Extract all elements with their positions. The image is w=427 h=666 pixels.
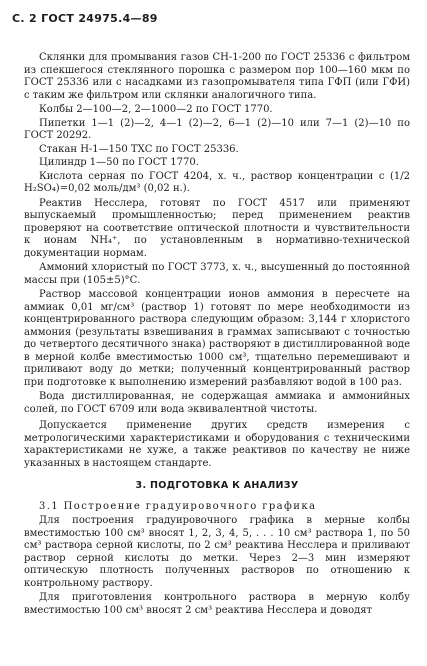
- paragraph: Стакан Н-1—150 ТХС по ГОСТ 25336.: [39, 143, 239, 155]
- paragraph: Пипетки 1—1 (2)—2, 4—1 (2)—2, 6—1 (2)—10 или 7—1 (2)—10 по ГОСТ 20292.: [24, 117, 410, 141]
- page-header: С. 2 ГОСТ 24975.4—89: [12, 12, 158, 25]
- paragraph: Вода дистиллированная, не содержащая аммиака и аммонийных солей, по ГОСТ 6709 или вода эквивалентной чистоты.: [24, 391, 410, 415]
- paragraph: Для построения градуировочного графика в мерные колбы вместимостью 100 см³ вносят 1, 2, 3, 4, 5, . . . 10 см³ раствора 1, по 50 см³ раствора серной кислоты, по 2 см³ реактива Несслера и приливают раствор серной кислоты до метки. Через 2—3 мин измеряют оптическую плотность полученных растворов по отношению к контрольному раствору.: [24, 515, 410, 589]
- subsection-heading: 3.1 Построение градуировочного графика: [39, 500, 317, 512]
- paragraph: Кислота серная по ГОСТ 4204, х. ч., раствор концентрации с (1/2 H₂SO₄)=0,02 моль/дм³ (0,02 н.).: [24, 170, 410, 194]
- paragraph: Цилиндр 1—50 по ГОСТ 1770.: [39, 157, 199, 168]
- document-body: [24, 52, 410, 619]
- paragraph: Склянки для промывания газов СН-1-200 по ГОСТ 25336 с фильтром из спекшегося стеклянного порошка с размером пор 100—160 мкм по ГОСТ 25336 или с насадками из газопромывателя типа ГФП (или ГФИ) с таким же фильтром или склянки аналогичного типа.: [24, 52, 410, 101]
- paragraph: Для приготовления контрольного раствора в мерную колбу вместимостью 100 см³ вносят 2 см³ реактива Несслера и доводят: [24, 592, 410, 616]
- paragraph: Реактив Несслера, готовят по ГОСТ 4517 или применяют выпускаемый промышленностью; перед применением реактив проверяют на соответствие оптической плотности и чувствительности к ионам NH₄⁺, по установленным в нормативно-технической документации нормам.: [24, 197, 410, 259]
- paragraph: Аммоний хлористый по ГОСТ 3773, х. ч., высушенный до постоянной массы при (105±5)°С.: [24, 262, 410, 286]
- paragraph: Колбы 2—100—2, 2—1000—2 по ГОСТ 1770.: [39, 104, 273, 115]
- paragraph: Раствор массовой концентрации ионов аммония в пересчете на аммиак 0,01 мг/см³ (раствор 1) готовят по мере необходимости из концентрированного раствора следующим образом: 3,144 г хлористого аммония (результаты взвешивания в граммах записывают с точностью до четвертого десятичного знака) растворяют в дистиллированной воде в мерной колбе вместимостью 1000 см³, тщательно перемешивают и приливают воду до метки; полученный концентрированный раствор при подготовке к выполнению измерений разбавляют водой в 100 раз.: [24, 289, 410, 388]
- section-heading: 3. ПОДГОТОВКА К АНАЛИЗУ: [135, 480, 299, 491]
- paragraph: Допускается применение других средств измерения с метрологическими характеристиками и оборудования с техническими характеристиками не хуже, а также реактивов по качеству не ниже указанных в настоящем стандарте.: [24, 420, 410, 469]
